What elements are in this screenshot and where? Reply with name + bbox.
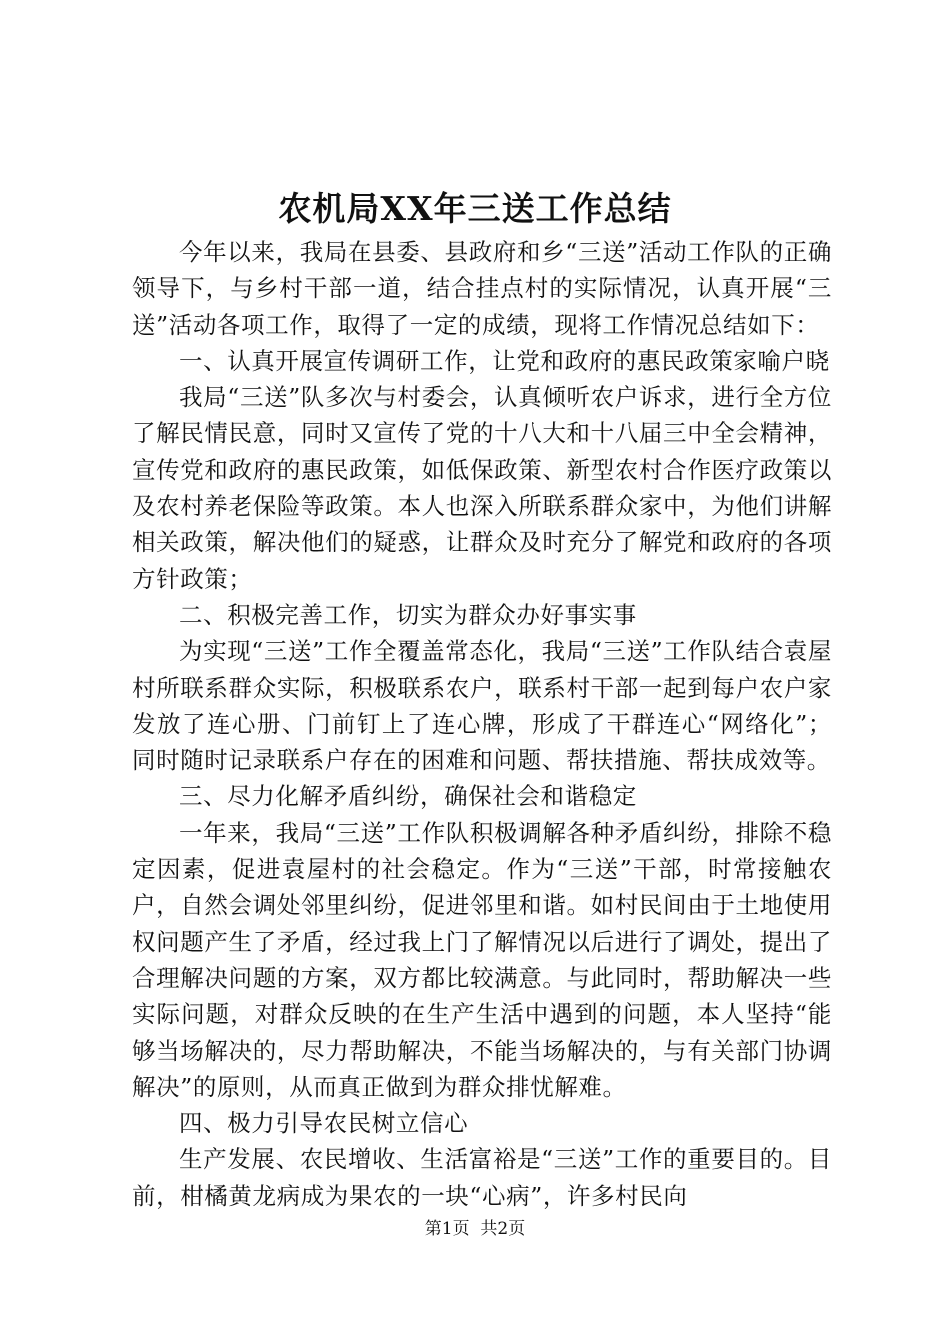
heading-section-2: 二、积极完善工作，切实为群众办好事实事 bbox=[179, 600, 637, 629]
paragraph-section-4: 生产发展、农民增收、生活富裕是“三送”工作的重要目的。目前，柑橘黄龙病成为果农的一块“心病”，许多村民向 bbox=[132, 1145, 832, 1210]
heading-section-3: 三、尽力化解矛盾纠纷，确保社会和谐稳定 bbox=[179, 782, 637, 811]
document-title: 农机局XX年三送工作总结 bbox=[278, 189, 672, 228]
paragraph-section-2: 为实现“三送”工作全覆盖常态化，我局“三送”工作队结合袁屋村所联系群众实际，积极联系农户，联系村干部一起到每户农户家发放了连心册、门前钉上了连心牌，形成了干群连心“网络化”；同时随时记录联系户存在的困难和问题、帮扶措施、帮扶成效等。 bbox=[132, 637, 832, 775]
heading-section-1: 一、认真开展宣传调研工作，让党和政府的惠民政策家喻户晓 bbox=[179, 346, 830, 375]
paragraph-section-1: 我局“三送”队多次与村委会，认真倾听农户诉求，进行全方位了解民情民意，同时又宣传了党的十八大和十八届三中全会精神，宣传党和政府的惠民政策，如低保政策、新型农村合作医疗政策以及农村养老保险等政策。本人也深入所联系群众家中，为他们讲解相关政策，解决他们的疑惑，让群众及时充分了解党和政府的各项方针政策； bbox=[132, 383, 832, 593]
document-body bbox=[132, 234, 832, 1214]
paragraph-intro: 今年以来，我局在县委、县政府和乡“三送”活动工作队的正确领导下，与乡村干部一道，结合挂点村的实际情况，认真开展“三送”活动各项工作，取得了一定的成绩，现将工作情况总结如下： bbox=[132, 238, 832, 339]
paragraph-section-3: 一年来，我局“三送”工作队积极调解各种矛盾纠纷，排除不稳定因素，促进袁屋村的社会稳定。作为“三送”干部，时常接触农户，自然会调处邻里纠纷，促进邻里和谐。如村民间由于土地使用权问题产生了矛盾，经过我上门了解情况以后进行了调处，提出了合理解决问题的方案，双方都比较满意。与此同时，帮助解决一些实际问题，对群众反映的在生产生活中遇到的问题，本人坚持“能够当场解决的，尽力帮助解决，不能当场解决的，与有关部门协调解决”的原则，从而真正做到为群众排忧解难。 bbox=[132, 818, 832, 1101]
heading-section-4: 四、极力引导农民树立信心 bbox=[179, 1109, 469, 1138]
page-number-label: 第1页 共2页 bbox=[424, 1219, 526, 1239]
page-footer bbox=[0, 1217, 950, 1241]
